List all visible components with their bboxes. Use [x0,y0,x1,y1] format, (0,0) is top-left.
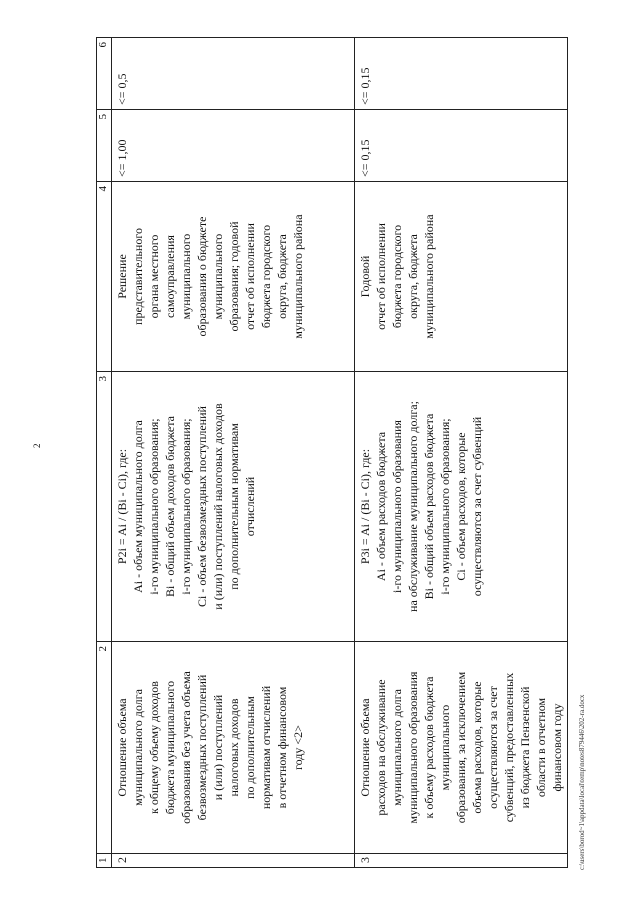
cell-line: муниципального долга [390,689,404,806]
cell-line: бюджета городского [390,224,404,329]
cell-line: округа, бюджета [275,234,289,319]
row-number: 2 [112,854,355,868]
cell-line: Ci - объем расходов, которые [454,432,468,581]
table-row [355,38,568,868]
header-cell: 6 [97,38,112,110]
cell-line: i-го муниципального образования; [438,418,452,595]
cell-line: бюджета муниципального [163,680,177,815]
cell-line: к общему объему доходов [147,681,161,814]
cell-line: субвенций, предоставленных [502,672,516,823]
value-cell-6: <= 0,15 [355,38,568,110]
cell-line: нормативам отчислений [259,685,273,810]
cell-line: округа, бюджета [406,234,420,319]
cell-line: муниципального [438,704,452,791]
cell-line: муниципального образования [406,671,420,824]
cell-line: безвозмездных поступлений [195,674,209,821]
cell-line: муниципального района [291,214,305,339]
header-cell: 4 [97,182,112,372]
row-number: 3 [355,854,568,868]
cell-line: Отношение объема [358,698,372,797]
header-cell: 1 [97,854,112,868]
cell-line: году <2> [291,725,305,770]
header-cell: 2 [97,642,112,854]
formula-cell [112,372,355,642]
cell-line: образования без учета объема [179,671,193,824]
table-row [112,38,355,868]
indicator-cell [355,642,568,854]
indicator-table [96,37,568,868]
cell-line: расходов на обслуживание [374,679,388,816]
value-cell-5: <= 0,15 [355,110,568,182]
indicator-cell [112,642,355,854]
cell-line: P3i = Ai / (Bi - Ci), где: [358,448,372,565]
cell-line: муниципального долга [131,689,145,806]
cell-line: Годовой [358,255,372,298]
table-header-row [97,38,112,868]
cell-line: P2i = Ai / (Bi - Ci), где: [115,448,129,565]
cell-line: муниципального [179,233,193,320]
footer-file-path: c:\users\borod~1\appdata\local\temp\notes879446\202-ra.docx [578,694,586,870]
cell-line: образования, за исключением [454,671,468,824]
cell-line: по дополнительным нормативам [227,423,241,590]
formula-cell [355,372,568,642]
cell-line: i-го муниципального образования; [147,418,161,595]
cell-line: Bi - общий объем расходов бюджета [422,413,436,600]
cell-line: на обслуживание муниципального долга; [406,401,420,612]
value-cell-6: <= 0,5 [112,38,355,110]
cell-line: области в отчетном [534,697,548,798]
cell-line: объема расходов, которые [470,681,484,814]
cell-line: бюджета городского [259,224,273,329]
cell-line: Ai - объем муниципального долга [131,420,145,593]
cell-line: муниципального района [422,214,436,339]
page-number: 2 [32,443,42,448]
cell-line: и (или) поступлений налоговых доходов [211,403,225,610]
cell-line: из бюджета Пензенской [518,686,532,809]
cell-line: к объему расходов бюджета [422,676,436,819]
header-cell: 5 [97,110,112,182]
cell-line: финансовом году [550,703,564,792]
indicator-table-rotated [96,38,566,868]
cell-line: образования; годовой [227,221,241,332]
cell-line: i-го муниципального образования [390,420,404,593]
header-cell: 3 [97,372,112,642]
cell-line: i-го муниципального образования; [179,418,193,595]
cell-line: образования о бюджете [195,216,209,337]
cell-line: муниципального [211,233,225,320]
source-cell [355,182,568,372]
cell-line: органа местного [147,234,161,319]
cell-line: осуществляются за счет [486,686,500,809]
cell-line: и (или) поступлений [211,694,225,801]
cell-line: налоговых доходов [227,698,241,797]
cell-line: Ai - объем расходов бюджета [374,431,388,582]
value-cell-5: <= 1,00 [112,110,355,182]
cell-line: осуществляются за счет субвенций [470,416,484,597]
cell-line: самоуправления [163,235,177,318]
cell-line: Bi - общий объем доходов бюджета [163,416,177,597]
cell-line: в отчетном финансовом [275,686,289,809]
cell-line: отчет об исполнении [243,223,257,330]
cell-line: Ci - объем безвозмездных поступлений [195,406,209,607]
cell-line: отчислений [243,476,257,537]
cell-line: представительного [131,228,145,325]
source-cell [112,182,355,372]
cell-line: Отношение объема [115,698,129,797]
cell-line: отчет об исполнении [374,223,388,330]
cell-line: Решение [115,254,129,299]
cell-line: по дополнительным [243,696,257,799]
